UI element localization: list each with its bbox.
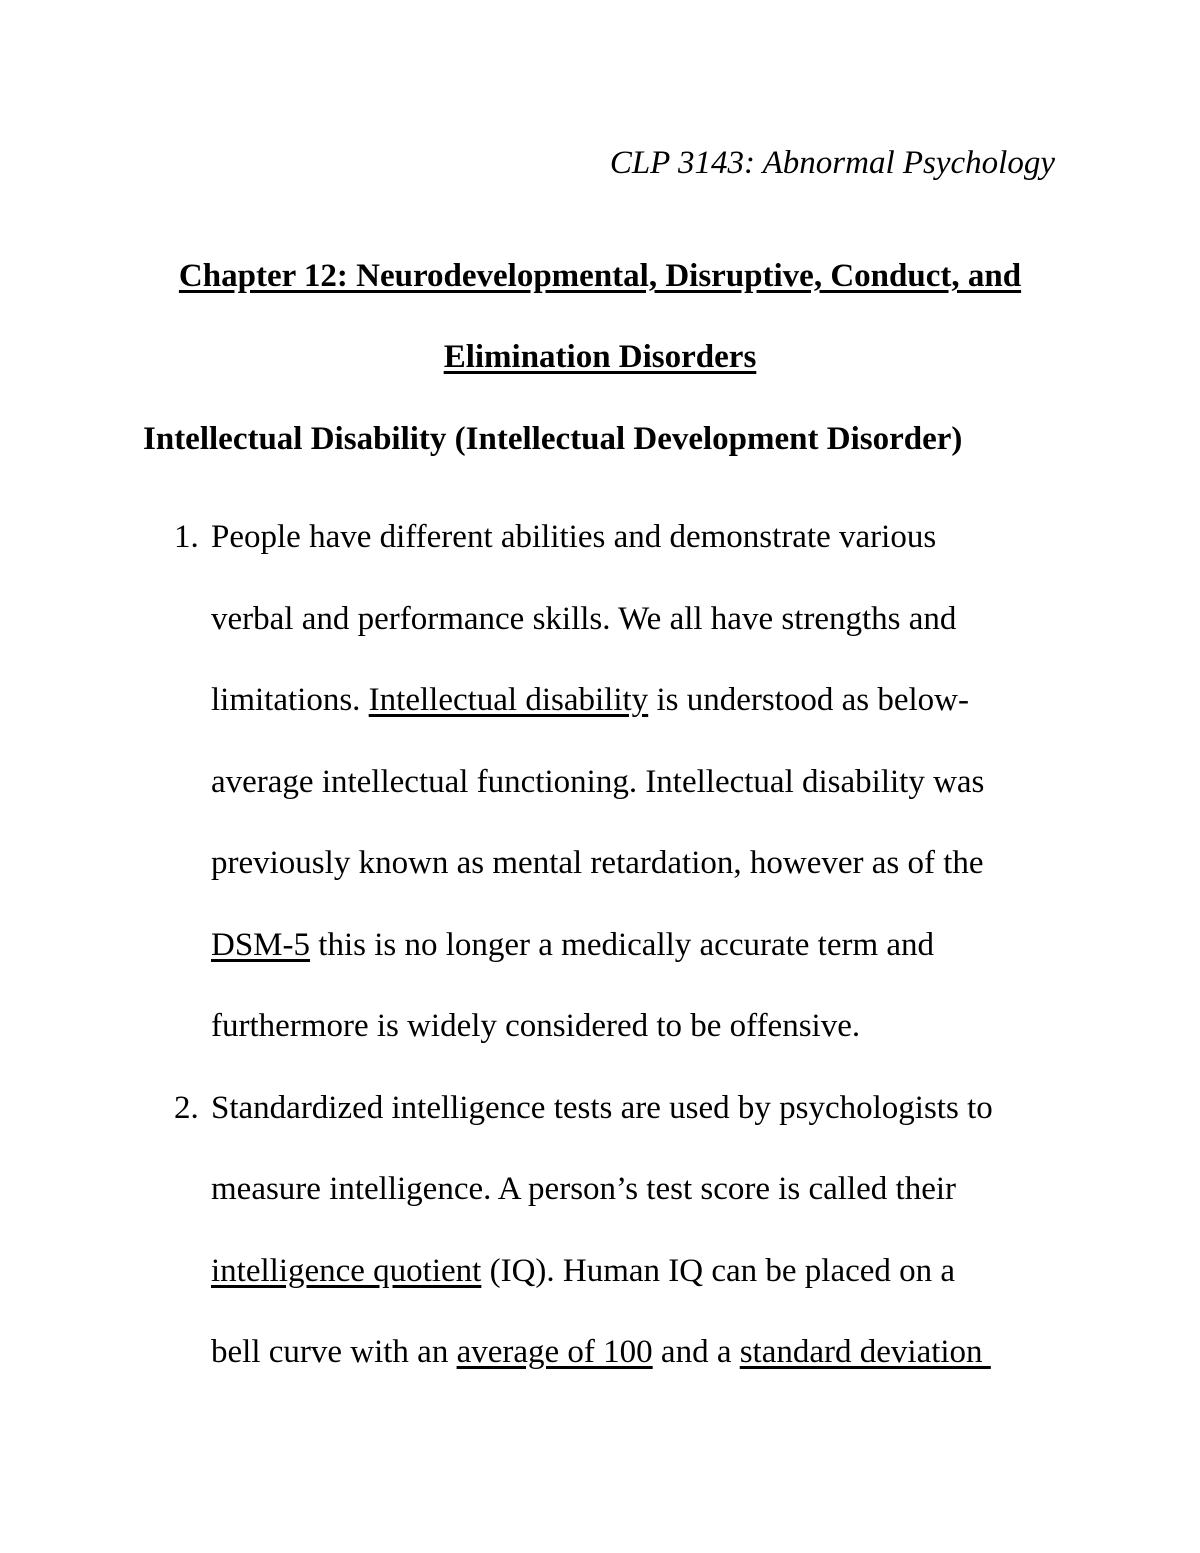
list-item-number: 1. <box>174 519 199 555</box>
chapter-title-line <box>140 236 1060 317</box>
text-run: bell curve with an <box>211 1334 457 1370</box>
list-item-line <box>211 1312 1200 1394</box>
list-item-line <box>211 1231 1200 1313</box>
text-run: verbal and performance skills. We all have strengths and <box>211 600 957 637</box>
list-item-number: 2. <box>174 1089 199 1126</box>
list-item-line <box>211 1068 1200 1150</box>
text-run: Standardized intelligence tests are used by psychologists to <box>211 1089 993 1126</box>
text-run: measure intelligence. A person’s test score is called their <box>211 1171 957 1207</box>
underlined-term: standard deviation <box>739 1334 991 1370</box>
text-run: People have different abilities and demonstrate various <box>211 519 937 555</box>
chapter-title <box>140 236 1060 398</box>
list-item-line <box>211 660 1200 742</box>
text-run: and a <box>652 1334 740 1370</box>
chapter-title-text: Chapter 12: Neurodevelopmental, Disruptive, Conduct, and <box>178 258 1022 294</box>
underlined-term: average of 100 <box>456 1334 653 1370</box>
text-run: limitations. <box>211 682 369 718</box>
text-run: (IQ). Human IQ can be placed on a <box>481 1252 956 1289</box>
underlined-term: intelligence quotient <box>211 1252 482 1289</box>
chapter-title-text: Elimination Disorders <box>443 339 757 375</box>
list-item-line <box>211 986 1200 1068</box>
text-run: average intellectual functioning. Intellectual disability was <box>211 763 985 800</box>
course-header: CLP 3143: Abnormal Psychology <box>609 145 1055 181</box>
list-item-line <box>211 823 1200 905</box>
list-item-line <box>211 497 1200 579</box>
section-heading: Intellectual Disability (Intellectual Development Disorder) <box>143 421 963 457</box>
text-run: furthermore is widely considered to be offensive. <box>211 1008 861 1044</box>
underlined-term: Intellectual disability <box>368 682 649 718</box>
numbered-list <box>0 497 1200 1394</box>
list-item <box>0 497 1200 1068</box>
text-run: previously known as mental retardation, however as of the <box>211 845 984 881</box>
list-item-line <box>211 742 1200 824</box>
list-item <box>0 1068 1200 1394</box>
text-run: is understood as below- <box>648 682 969 718</box>
chapter-title-line <box>140 317 1060 398</box>
list-item-line <box>211 579 1200 661</box>
text-run: this is no longer a medically accurate term and <box>310 926 935 963</box>
underlined-term: DSM-5 <box>211 926 311 963</box>
list-item-line <box>211 905 1200 987</box>
list-item-line <box>211 1149 1200 1231</box>
